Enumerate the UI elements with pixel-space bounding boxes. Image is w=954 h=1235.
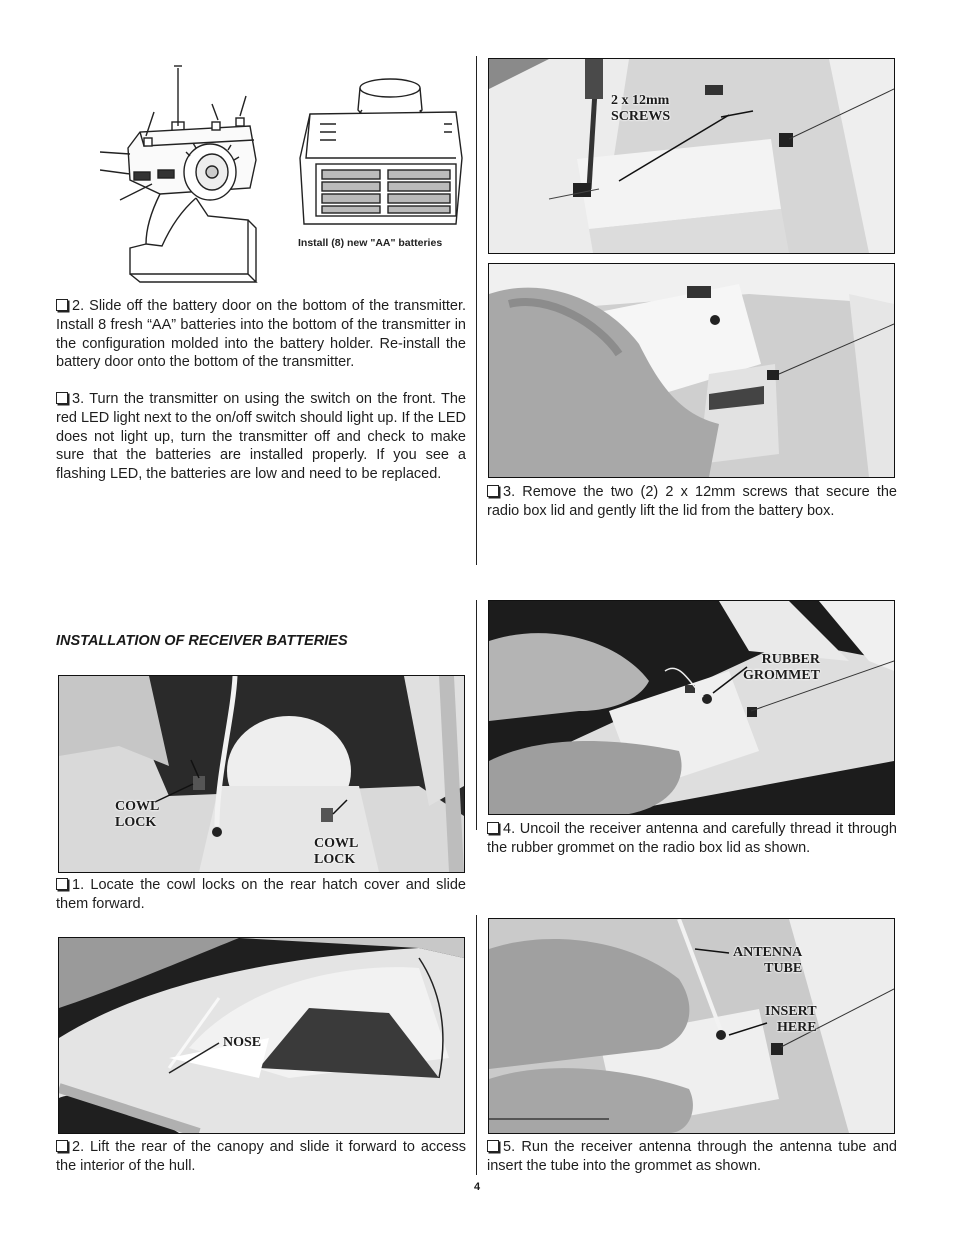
antenna-tube-label: ANTENNA TUBE [733, 945, 803, 976]
battery-holder-illustration [296, 74, 466, 234]
checkbox-icon[interactable] [56, 392, 68, 404]
step-4-receiver [487, 820, 897, 858]
step-text: 1. Locate the cowl locks on the rear hatch cover and slide them forward. [56, 877, 466, 912]
step-text: 5. Run the receiver antenna through the antenna tube and insert the tube into the grommet as shown. [487, 1139, 897, 1174]
cowl-lock-label-left: COWL LOCK [115, 799, 160, 830]
checkbox-icon[interactable] [56, 299, 68, 311]
battery-figure-caption: Install (8) new "AA" batteries [298, 237, 443, 249]
step-text: 2. Slide off the battery door on the bottom of the transmitter. Install 8 fresh “AA” batteries into the bottom of the transmitter in the configuration molded into the battery holder. Re-install the battery door onto the bottom of the transmitter. [56, 298, 466, 371]
photo-cowl-locks [58, 675, 465, 873]
page-number: 4 [473, 1181, 481, 1193]
step-2-receiver [56, 1138, 466, 1176]
photo-radio-box-screws [488, 58, 895, 254]
checkbox-icon[interactable] [56, 878, 68, 890]
section-heading: INSTALLATION OF RECEIVER BATTERIES [56, 633, 348, 649]
photo-antenna-tube [488, 918, 895, 1134]
checkbox-icon[interactable] [56, 1140, 68, 1152]
step-text: 2. Lift the rear of the canopy and slide it forward to access the interior of the hull. [56, 1139, 466, 1174]
screws-label: 2 x 12mm SCREWS [611, 93, 671, 124]
column-divider-bottom [476, 915, 477, 1175]
cowl-lock-label-right: COWL LOCK [314, 836, 359, 867]
step-1-receiver [56, 876, 466, 914]
column-divider-middle [476, 600, 477, 830]
step-text: 3. Turn the transmitter on using the switch on the front. The red LED light next to the on/off switch should light up. If the LED does not light up, turn the transmitter off and check to make sure that the batteries are installed properly. If you see a flashing LED, the batteries are low and need to be replaced. [56, 391, 467, 483]
step-5-receiver [487, 1138, 897, 1176]
grommet-label: RUBBER GROMMET [743, 652, 820, 683]
column-divider-top [476, 56, 477, 565]
insert-here-label: INSERT HERE [765, 1004, 817, 1035]
step-3-receiver [487, 483, 897, 521]
transmitter-illustration [100, 60, 270, 290]
photo-lift-lid [488, 263, 895, 478]
nose-label: NOSE [223, 1035, 262, 1050]
step-text: 3. Remove the two (2) 2 x 12mm screws that secure the radio box lid and gently lift the lid from the battery box. [487, 484, 897, 519]
step-2-transmitter [56, 297, 466, 372]
checkbox-icon[interactable] [487, 1140, 499, 1152]
step-3-transmitter [56, 390, 466, 484]
checkbox-icon[interactable] [487, 485, 499, 497]
checkbox-icon[interactable] [487, 822, 499, 834]
step-text: 4. Uncoil the receiver antenna and carefully thread it through the rubber grommet on the radio box lid as shown. [487, 821, 897, 856]
photo-canopy-nose [58, 937, 465, 1134]
photo-rubber-grommet [488, 600, 895, 815]
